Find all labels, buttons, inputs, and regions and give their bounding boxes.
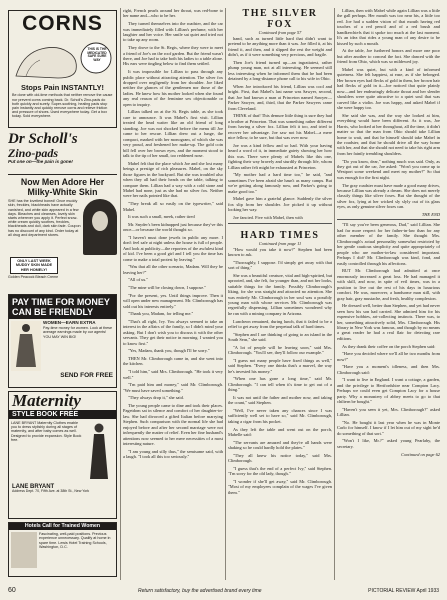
silver-fox-continued: Continued from page 57 <box>258 30 302 35</box>
magazine-name: PICTORIAL REVIEW April 1933 <box>368 588 439 594</box>
page-number: 60 <box>8 587 16 594</box>
dress-figure-icon <box>11 321 41 371</box>
paragraph: He dressed well, better than Stephen, and yet had never seen how his son had carried. She admired him for his expensive hobbies, art-collecting instincts. There was, to her, something attractively solid, Mrs. Climborough. His library in New York was famous, and though by no means a great reader he had a real flair for detecting rare editions. <box>337 303 440 341</box>
paragraph: "They always drop it," she said. <box>128 395 184 401</box>
paragraph: "Yes, Madam, thank you, though I'll be sorry." <box>128 348 210 354</box>
hard-times-text <box>228 247 332 496</box>
maternity-ad <box>8 391 117 519</box>
paragraph: "The mine will be closing down, I suppose." <box>128 285 207 291</box>
milky-white-skin-ad <box>8 174 117 291</box>
column-rule-1 <box>120 8 121 580</box>
paragraph: "I guess not many people have fixed things as well," said Stephen. "Every one thinks that's a marvel, the way he's invested his money." <box>228 357 332 374</box>
paragraph: "Won't I like, Mr.?" asked young Pearlaby, the secretary. <box>337 438 440 449</box>
page-footer <box>8 585 439 595</box>
milky-ad-badge: ONLY LAST WEEK MUDDY SKIN MADE HER HOMELY! <box>10 257 58 274</box>
zino-pads-ad <box>8 131 117 171</box>
paragraph: It was not until the father and mother now, and taking the count," said Stephen. <box>228 394 332 406</box>
corns-ad-badge: THIS IS THE MEDICATED SAFE SURE WAY <box>87 47 107 63</box>
article-column-4 <box>337 8 440 580</box>
paragraph: Lillian talked on at the St. Regis table, as she took care to announce. It was Mabel's first visit. Lillian treated the head waiter like an old friend of long standing. Joe was not shocked before the menu till Joe came to her rescue. Lillian drew out a lunge, the compact, marked with her monogram, of which she was very proud, and freshened her make-up. The gold coin bill fell over her brown eyes, and the moment stood to talk to the tip of her small, too reddened nose. <box>123 109 223 159</box>
paragraph: "For the present, yes. Until things improve. Then it will open under new management. Mr. Climborough has sold out his interests entirely." <box>123 292 223 309</box>
zino-brand: Dr Scholl's <box>8 131 78 147</box>
column-rule-2 <box>225 8 226 580</box>
zino-tagline: Put one on—the pain is gone! <box>8 159 73 164</box>
milky-ad-body: SHE has the loveliest boned! Once muddy skin, freckles, blackheads have actually vanished, and white skin appeared in a few days. Bleaches and cleanses, lovely skin starts wherever you apply it. Perfect snow-white cream quickly soothes, freckles, blackheads and dull, dark skin fade. Coupon has no discount of any kind. Order today at all drug and department stores. <box>8 199 81 237</box>
hotels-ad <box>8 522 117 577</box>
paragraph: She was a beautiful creature, vital and high-spirited, but uprooted, and, she felt, far younger than, and not her looks, suitable things for the family. Possibly Climborough's liking, for she was straight and attracted no attention. She was entirely Mr. Climborough in her soul was a possibly young man with whose services Mr. Climborough was regretfully dispensing. Lillian sometimes wondered why he ran with a mining company in Arizona. <box>228 272 332 316</box>
paragraph: hand, such as turned little hard that didn't want to pretend to be anything more than it was. Joe filled it, at his friend it, and then, and it slipped the rest the weight and didn't, as if it were something very precious, and fragile. <box>228 36 332 58</box>
paragraph: right, French pearls around her throat, was red-bone to her name and—who to be her. <box>123 8 223 19</box>
paragraph: "Thoroughly, I suppose. I'd simply get away with that sort of thing." <box>228 259 332 271</box>
paragraph: "I want to live in England. I want a cottage, a garden, and the privilege to Hertfordshire near Compton Lacy. Perhaps we could even get Compton Lacy for a house party. Why a monastery of abbey meets to go to that chiltern be bought." <box>337 377 440 405</box>
paragraph: Joe fancied. Five with Mabel, then with <box>233 214 303 220</box>
column-4-divider <box>337 219 440 220</box>
paragraph: Joe was a kind fellow and so had. With your having heard a word of it, in immediate gaiety showing her how this was. There were plenty of Mabels like this one, fighting their way bravely and sturdily through life, whom Lillian rather felt might be exhausted at Princeton. <box>228 142 332 170</box>
zino-product: Zino-pads <box>8 146 59 160</box>
dress-figure <box>11 321 41 371</box>
paragraph: The young people came to dine and took their places. Pagetdom sat in silence and comfort of her daughter-in-law. She had divorced a gifted Italian before marrying Stephen. Such comparison with the normal life she had enjoyed before and after her second marriage were not infrequently the matter of relief. Even her fine husband's attentions now seemed to her mere necessities of a most interesting nature. <box>123 402 223 447</box>
paragraph: THINK of that! This demure little thing is sure they had a brother at Princeton. That was something rather different from having a silver fox. Lillian felt it too, and tried to recover her advantage. Joe saw not his Mabel—a mere nice fellow, to be sure, but that was over now. <box>228 113 332 141</box>
paragraph: "The servants are amazed and they're all hands were shaking so he could hardly hold the plates." <box>228 439 332 451</box>
paragraph: "Do you know, dear," nothing much was said. Only, as they got out of the car, Joe asked: "Won't you come up to Westport some weekend and meet my mother?" So that was enough for the first night. <box>337 158 440 180</box>
section-divider <box>228 223 332 224</box>
hotel-worker-photo <box>11 532 37 568</box>
paragraph: Luncheon remained, during lunch, that it failed to be a relief to get away from the perpetual talk of hard times. <box>228 318 332 329</box>
pay-time-ad <box>8 294 117 388</box>
maternity-figure-icon <box>84 421 114 483</box>
paragraph: "Thank you, Madam, for telling me." <box>128 311 194 317</box>
paragraph: "They break all so easily on the typewriter," said Mabel. <box>123 201 223 212</box>
advertisement-column <box>8 10 117 580</box>
hard-times-continued: Continued from page 11 <box>258 240 302 246</box>
paragraph: Mabel was quiet, but with a kind of informed quietness. She felt happiest, at ease, as if she belonged. Her brown eyes had flecks of gold in them, her brown hair had flecks of gold in it—Joe noticed that quite plainly now—and her endearingly delicate throat and her slender shoulders were quite attractive to a quiet soul that was carved like a violin. Joe was happy, and asked Mabel if she were happy too. <box>337 66 440 111</box>
paragraph: "When one has gone a long time," said Mr. Climborough. "I can tell when it's time to get out of a thing." <box>228 376 332 393</box>
paragraph: It was impossible for Lillian to pass through any public place without attracting attention. The silver fox dropped over negligently from her shoulder. Joe liked neither the glances of the gentlemen nor those of the ladies. He knew how his mother looked when she found any real reason of the feminine sex objectionable or open to inquiry. <box>123 69 223 107</box>
paragraph: "No. He bought it last year when he was in Monte Carlo for himself. I know if I let him out of my sight he'd do something of that sort." <box>337 419 440 436</box>
hotels-body: Fascinating, well-paid positions. Previous experience unnecessary. Qualify at home in spare time. Lewis Hotel Training Schools, Washington, D.C. <box>39 532 111 549</box>
silver-fox-heading <box>228 8 332 36</box>
paragraph: "That's all right, Ivy. You always seemed to take an interest in the affairs of the family, so I didn't mind your asking. But I don't wish you to discuss it with the other servants. They get their notice in morning. I wanted you to know first." <box>123 318 223 346</box>
paragraph: "How would you take it now?" Stephen had been known to ask. <box>228 246 332 257</box>
pay-time-header: PAY TIME FOR MONEY CAN BE FRIENDLY <box>9 295 116 319</box>
maternity-figure <box>84 421 114 483</box>
paragraph: "I'll say you've been generous, Dad," said Lillian. She had far more respect for her father-in-law than for any other member of the family. She thought Mrs. Climborough's actual personality somewhat restricted by her gentle cautious simplicity and quite appropriately of people who are mother-in-law considered important. Perhaps I did? Mr. Climborough was kind, fond, and easily controlled through his affections. <box>337 222 440 266</box>
paragraph: "I am young and silly thus," the semisame said, with a laugh. "I took all this too seriously." <box>123 448 223 460</box>
maternity-sub-bar: STYLE BOOK FREE <box>9 410 116 419</box>
paragraph: "Was that all the other scenario, Madam. Will they be leaving her?" <box>123 264 223 275</box>
silver-fox-ending <box>337 8 440 210</box>
paragraph: "All of us." <box>128 277 149 283</box>
the-end-label: THE END <box>421 211 440 217</box>
paragraph: "Haven't you seen it yet, Mrs. Climborough?" asked Lillian. <box>337 406 440 418</box>
corns-ad <box>8 10 117 128</box>
article-column-3 <box>228 8 332 580</box>
maternity-name: LANE BRYANT <box>12 484 55 490</box>
paragraph: "My mother had a hard time too," he said, "and sometimes I've been afraid she hasn't as many camps. But we're getting along famously now, and Parker's going to make good too." <box>228 172 332 194</box>
paragraph: "I haven't must done jewels in public any more. I don't feel safe at night unless the house is full of people. And look at publicity—the reporters of the awfulest kind of kid. I've been a good girl and I tell you the time has come to make a total protest by leaving." <box>123 234 223 262</box>
footer-note: Return satisfactory, buy the advertised brand every time <box>138 588 262 594</box>
woman-portrait <box>83 199 117 255</box>
paragraph: The gray roadster must have made a good many drives, because Lillian was already a dream. She does not merely classify things like silver foxes. But she thought of the silver fox, lying at her wicked sly slyly out of its glass eyes, as only genuine silver foxes can. <box>337 182 440 210</box>
milky-ad-title: Now Men Adore Her Milky-White Skin <box>20 177 105 197</box>
paragraph: "I told him," said Mrs. Climborough. "He took it very well." <box>123 369 223 380</box>
milky-ad-footer: Golden Peacock Bleach Creme <box>8 274 59 279</box>
column-rule-3 <box>334 8 335 580</box>
paragraph: It was such a small, meek, rather tired <box>128 214 195 220</box>
paragraph: Mr. Snyder's been kidnapped just because they've this once—or because the world thought so. <box>123 221 223 233</box>
silver-fox-text <box>228 36 332 220</box>
foot-illustration <box>12 36 113 82</box>
paragraph: THEN Mr. Climborough came in, and she went into the kitchen. <box>123 356 223 367</box>
paragraph: As they drank their coffee on the porch Stephen said: <box>342 343 436 349</box>
corns-ad-subhead: Stops Pain INSTANTLY! <box>21 83 104 92</box>
article-column-2 <box>123 8 223 580</box>
paragraph: Then Joe's friend turned up—an ingratiatest, rather plump young man, not at all interesting. He seemed still less interesting when he informed them that he had been detained by a long-distance phone call to his wife in Ohio. <box>228 60 332 82</box>
paragraph: "I wonder if she'll get away," said Mr. Climborough. "Most of my employees complain of the wages I've given them." <box>228 478 332 495</box>
pay-time-footer: SEND FOR FREE <box>60 372 113 379</box>
hard-times-title: HARD TIMES <box>240 229 320 241</box>
paragraph: "Well, I've never taken any chances since I was sufficiently well set to have so," said Mr. Climborough, taking a cigar from his pocket. <box>228 408 332 424</box>
hard-times-heading <box>228 230 332 247</box>
paragraph: "I'm paid him and money," said Mr. Climborough. "We must have saved something." <box>123 382 223 393</box>
paragraph: "Have you decided where we'll all be two months from now?" <box>337 351 440 362</box>
maternity-body: LANE BRYANT Maternity Clothes enable you to dress stylishly during all stages of maternity, and after baby comes as well. Designed to provide expansion. Style Book free. <box>11 421 82 442</box>
corns-ad-body: Be done with old-time methods that neither remove the cause nor prevent corns coming back. Dr. Scholl's Zino-pads do both quickly and surely. Super-soothing, healing pads stop pain instantly and quickly remove corns and relieve friction and pressure of shoes. Used everywhere today. Get a box today. Sold everywhere. <box>12 93 113 119</box>
paragraph: When Joe introduced his friend, Lillian was cool and bright. First, that Mabel's last name was Sawyer, second, that Joe had known a man at Princeton named Sawyer—Parker Sawyer, and, third, that the Parker Sawyers came from Cleveland. <box>228 84 332 111</box>
paragraph: As they left the table and went out on the porch, Mabelle said: <box>228 426 332 438</box>
paragraph: "Have you a moment's idleness, and then Mrs. Climborough said: <box>337 364 440 375</box>
paragraph: "They all knew his notice today," said Mrs. Climborough. <box>228 452 332 464</box>
paragraph: At the table, Joe furthered honors and more one poor but after another to conceal the fact. She danced with the friend from Ohio, which was so mildewed joy. <box>337 48 440 65</box>
corns-ad-title: CORNS <box>22 12 103 35</box>
paragraph: Mabel gave him a grateful glance. Suddenly the silver fox slip from her shoulder. Joe picked it up without looking her way. <box>228 196 332 213</box>
paragraph: Mabel felt that the place which Joe and she lost many beings a prestige of rich pleasures. Mabel, on the sky those figures in the backyard. But she was troubled also when they all had their heads on the table, talking to compare them. Lillian had a way with a cold stone and Mabel had none, just as she had no silver fox. Neither were her nails pointed like that. <box>123 160 223 199</box>
paragraph: BUT Mr. Climborough had admitted at once enormously increased a great loss. He had managed it with skill, and now, in spite of evil times, was in a position to live out the rest of his days in luxurious comfort. He was, moreover, a handsome man still, with gray hair, gray mustache, and fresh, healthy complexion. <box>337 268 440 301</box>
paragraph: They drove to the St. Regis, where they were to meet a friend of Joe's on the roof garden. But the friend wasn't there, and Joe had to take both his ladies to a table alone. His ears were tingling below to find them settled. <box>123 45 223 67</box>
paragraph: "I guess that's the end of a perfect Ivy," said Stephen. "I'm sorry for the old lady, though." <box>228 465 332 477</box>
paragraph: They turned themselves into the roadster, and the car was immediately filled with Lillian's perfume, with her laughter and her voice. Her smile sat quiet and tried not to take up any room. <box>123 21 223 43</box>
paragraph: "Stephen and I are thinking of going to an island in the South Seas," she said. <box>228 331 332 343</box>
hard-times-text-2 <box>337 222 440 449</box>
maternity-title: Maternity <box>12 391 81 410</box>
silver-fox-title: THE SILVER FOX <box>242 8 318 30</box>
paragraph: Lillian, then with Mabel while again Lillian was a little the gall perhaps. Her mouth was too near his, a little too red. Joe had a sudden vision of that mouth having red touches of a red pencil and of a red brush and handkerchiefs that it spoke too much at the last moment. It's an idea that rides a young man of any desire to be kissed by such a mouth. <box>337 8 440 46</box>
hotels-header: Hotels Call for Trained Women <box>9 523 116 530</box>
paragraph: She said she was, and the way she looked at him, everything would have been different. As it was, Joe Harris, who looked at her throughout, all the time, it didn't matter so that the man from Ohio should take Lillian home to wait, and that he himself should take Mabel in the roadster, and that he should drive all the way home with her, and that she should not need to take his right arm from her faintly trembling shoulders. <box>337 112 440 156</box>
pay-time-sub: WOMEN—EARN EXTRA <box>43 320 96 325</box>
maternity-address: Address Dept. 70, Fifth Ave. at 38th St., New York <box>12 489 90 494</box>
paragraph: "A lot of people will be leaving soon," said Mrs. Climborough. "You'll see, they'll follow our example." <box>228 344 332 356</box>
pay-time-body: Pay-time money for women. Look at these average earnings made by our agents! YOU MAY WIN BIG! <box>43 326 113 339</box>
continued-on-label: Continued on page 62 <box>401 451 440 457</box>
